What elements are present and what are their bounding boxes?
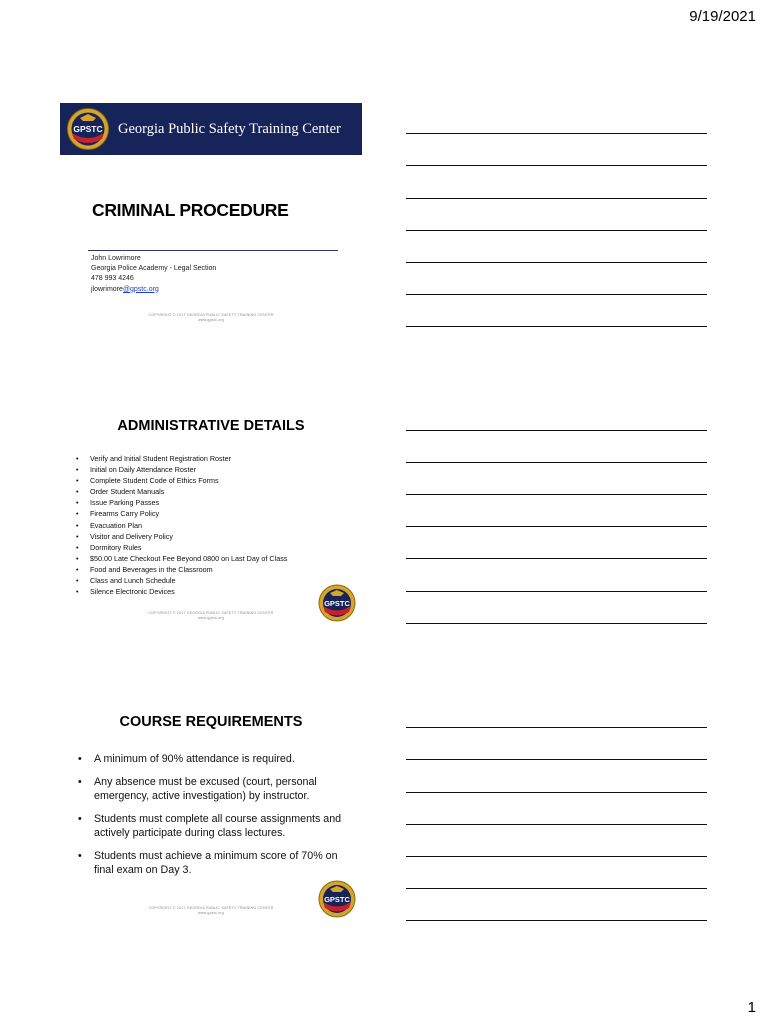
list-item: • Students must complete all course assignments and actively participate during class lectures. [78, 812, 348, 840]
contact-email [91, 285, 216, 295]
course-requirements-list [78, 752, 348, 886]
list-item: • Verify and Initial Student Registration Roster [76, 453, 287, 464]
gpstc-seal-icon [318, 880, 356, 918]
gpstc-logo-icon [66, 107, 110, 151]
logo-text: GPSTC [73, 124, 103, 134]
copyright-notice [111, 906, 311, 916]
list-item: • $50.00 Late Checkout Fee Beyond 0800 on Last Day of Class [76, 553, 287, 564]
gpstc-seal-icon [318, 584, 356, 622]
logo-text: GPSTC [324, 895, 350, 904]
copyright-url: www.gpstc.org [198, 616, 224, 620]
copyright-notice [111, 313, 311, 323]
notes-line [406, 262, 707, 263]
list-item: • Students must achieve a minimum score of 70% on final exam on Day 3. [78, 849, 348, 877]
slide-heading: ADMINISTRATIVE DETAILS [117, 418, 305, 434]
list-item: • Silence Electronic Devices [76, 586, 287, 597]
notes-line [406, 591, 707, 592]
slide-heading: COURSE REQUIREMENTS [119, 714, 303, 730]
copyright-notice [111, 611, 311, 621]
list-item: • Visitor and Delivery Policy [76, 531, 287, 542]
notes-line [406, 198, 707, 199]
notes-line [406, 856, 707, 857]
notes-line [406, 230, 707, 231]
contact-block [91, 254, 216, 295]
contact-name: John Lowrimore [91, 255, 141, 262]
email-link[interactable]: @gpstc.org [122, 285, 159, 293]
slide-criminal-procedure [60, 100, 362, 326]
copyright-line: COPYRIGHT © 2017 GEORGIA PUBLIC SAFETY TRAINING CENTER [148, 611, 274, 615]
notes-line [406, 462, 707, 463]
list-item: • A minimum of 90% attendance is required. [78, 752, 348, 766]
list-item: • Any absence must be excused (court, personal emergency, active investigation) by instructor. [78, 775, 348, 803]
notes-line [406, 759, 707, 760]
notes-line [406, 526, 707, 527]
print-date: 9/19/2021 [689, 8, 756, 25]
title-divider [88, 250, 338, 251]
copyright-line: COPYRIGHT © 2017 GEORGIA PUBLIC SAFETY TRAINING CENTER [148, 906, 274, 910]
slide-course-requirements [60, 696, 362, 922]
notes-line [406, 494, 707, 495]
list-item: • Class and Lunch Schedule [76, 575, 287, 586]
notes-line [406, 727, 707, 728]
email-user: jlowrimore [91, 285, 123, 293]
notes-line [406, 824, 707, 825]
contact-organization: Georgia Police Academy - Legal Section [91, 265, 217, 273]
list-item: • Evacuation Plan [76, 520, 287, 531]
notes-line [406, 792, 707, 793]
list-item: • Firearms Carry Policy [76, 508, 287, 519]
notes-line [406, 165, 707, 166]
notes-line [406, 294, 707, 295]
banner-title: Georgia Public Safety Training Center [118, 120, 341, 137]
notes-line [406, 558, 707, 559]
notes-line [406, 430, 707, 431]
list-item: • Initial on Daily Attendance Roster [76, 464, 287, 475]
list-item: • Dormitory Rules [76, 542, 287, 553]
notes-line [406, 888, 707, 889]
slide-title: CRIMINAL PROCEDURE [92, 200, 289, 220]
list-item: • Issue Parking Passes [76, 497, 287, 508]
notes-line [406, 133, 707, 134]
notes-line [406, 326, 707, 327]
list-item: • Complete Student Code of Ethics Forms [76, 475, 287, 486]
copyright-url: www.gpstc.org [198, 318, 224, 322]
notes-line [406, 623, 707, 624]
gpstc-banner [60, 103, 362, 155]
list-item: • Food and Beverages in the Classroom [76, 564, 287, 575]
notes-line [406, 920, 707, 921]
contact-phone: 478 993 4246 [91, 275, 134, 283]
copyright-url: www.gpstc.org [198, 911, 224, 915]
page-number: 1 [747, 999, 756, 1016]
admin-details-list [76, 453, 287, 597]
slide-administrative-details [60, 398, 362, 624]
logo-text: GPSTC [324, 599, 350, 608]
list-item: • Order Student Manuals [76, 486, 287, 497]
copyright-line: COPYRIGHT © 2017 GEORGIA PUBLIC SAFETY TRAINING CENTER [148, 313, 274, 317]
